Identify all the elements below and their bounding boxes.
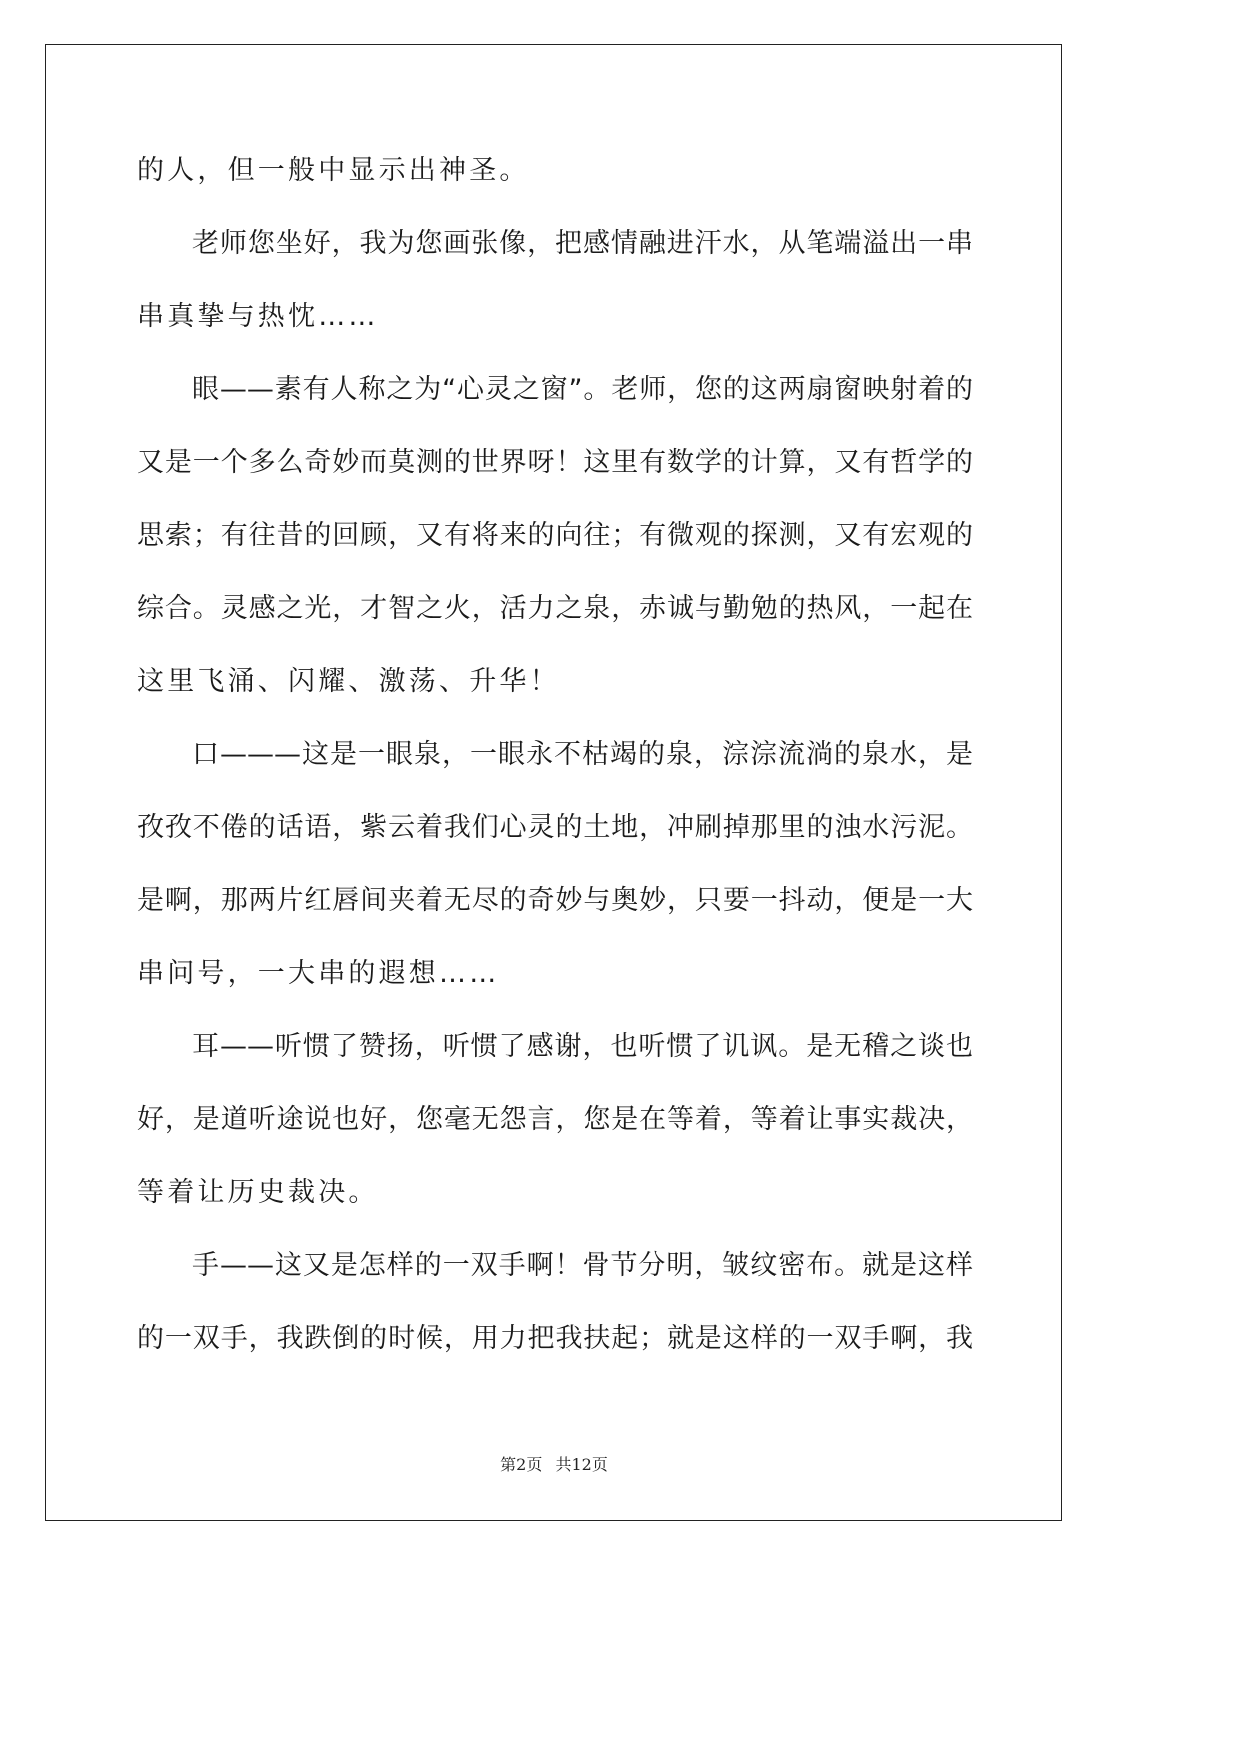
paragraph-first-line: 耳——听惯了赞扬，听惯了感谢，也听惯了讥讽。是无稽之谈也 — [192, 1031, 973, 1062]
text-line: 这里飞涌、闪耀、激荡、升华！ — [137, 666, 560, 697]
text-line: 综合。灵感之光，才智之火，活力之泉，赤诚与勤勉的热风，一起在 — [137, 593, 973, 624]
text-line: 的一双手，我跌倒的时候，用力把我扶起；就是这样的一双手啊，我 — [137, 1323, 973, 1354]
page-footer — [0, 1452, 1108, 1475]
paragraph-first-line: 老师您坐好，我为您画张像，把感情融进汗水，从笔端溢出一串 — [192, 228, 973, 259]
paragraph-first-line: 眼——素有人称之为“心灵之窗”。老师，您的这两扇窗映射着的 — [192, 374, 973, 405]
paragraph-first-line: 手——这又是怎样的一双手啊！骨节分明，皱纹密布。就是这样 — [192, 1250, 973, 1281]
page-border — [45, 44, 1062, 1521]
page-total: 共12页 — [555, 1455, 608, 1474]
page-number: 第2页 — [500, 1455, 543, 1474]
text-line: 孜孜不倦的话语，紫云着我们心灵的土地，冲刷掉那里的浊水污泥。 — [137, 812, 973, 843]
text-line: 好，是道听途说也好，您毫无怨言，您是在等着，等着让事实裁决， — [137, 1104, 973, 1135]
text-line: 串真挚与热忱…… — [137, 301, 379, 332]
text-line: 是啊，那两片红唇间夹着无尽的奇妙与奥妙，只要一抖动，便是一大 — [137, 885, 973, 916]
text-line: 等着让历史裁决。 — [137, 1177, 379, 1208]
text-line: 串问号，一大串的遐想…… — [137, 958, 500, 989]
paragraph-first-line: 口———这是一眼泉，一眼永不枯竭的泉，淙淙流淌的泉水，是 — [192, 739, 973, 770]
text-line: 思索；有往昔的回顾，又有将来的向往；有微观的探测，又有宏观的 — [137, 520, 973, 551]
text-line: 的人，但一般中显示出神圣。 — [137, 155, 530, 186]
text-line: 又是一个多么奇妙而莫测的世界呀！这里有数学的计算，又有哲学的 — [137, 447, 973, 478]
